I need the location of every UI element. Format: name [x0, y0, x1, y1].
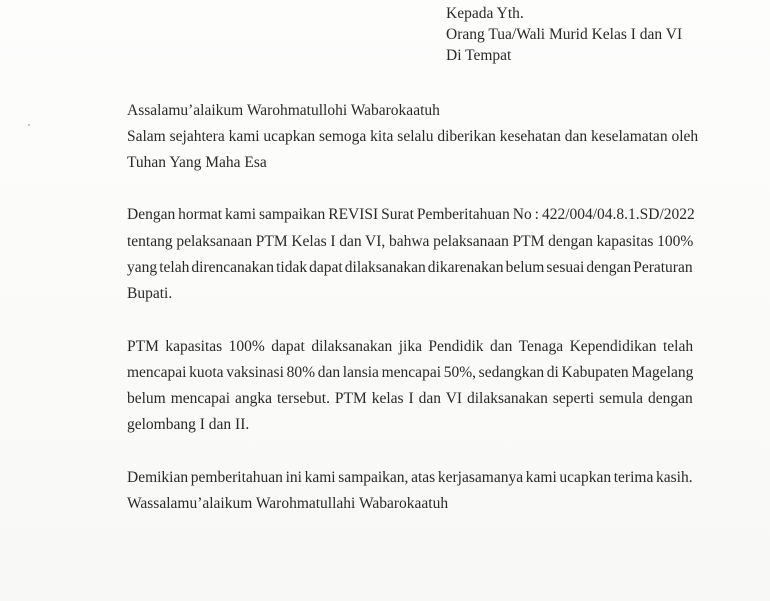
paragraph2-line-3: belum mencapai angka tersebut. PTM kelas I dan VI dilaksanakan seperti semula dengan: [127, 390, 693, 407]
recipient-line-1: Kepada Yth.: [446, 5, 524, 22]
paragraph1-line-1: Dengan hormat kami sampaikan REVISI Surat Pemberitahuan No : 422/004/04.8.1.SD/2022: [127, 206, 695, 223]
closing-line-1: Demikian pemberitahuan ini kami sampaikan, atas kerjasamanya kami ucapkan terima kasih.: [127, 469, 693, 486]
greeting-wish-line-2: Tuhan Yang Maha Esa: [127, 154, 267, 171]
greeting-wish-line-1: Salam sejahtera kami ucapkan semoga kita selalu diberikan kesehatan dan keselamatan oleh: [127, 128, 699, 145]
paragraph2-line-4: gelombang I dan II.: [127, 416, 250, 433]
paragraph1-line-4: Bupati.: [127, 285, 173, 302]
recipient-line-2: Orang Tua/Wali Murid Kelas I dan VI: [446, 26, 683, 43]
recipient-line-3: Di Tempat: [446, 47, 512, 64]
paragraph1-line-3: yang telah direncanakan tidak dapat dilaksanakan dikarenakan belum sesuai dengan Peraturan: [127, 259, 693, 276]
paragraph2-line-2: mencapai kuota vaksinasi 80% dan lansia mencapai 50%, sedangkan di Kabupaten Magelang: [127, 364, 694, 381]
closing-line-2: Wassalamu’alaikum Warohmatullahi Wabarokaatuh: [127, 495, 449, 512]
paragraph1-line-2: tentang pelaksanaan PTM Kelas I dan VI, bahwa pelaksanaan PTM dengan kapasitas 100%: [127, 233, 694, 250]
paragraph2-line-1: PTM kapasitas 100% dapat dilaksanakan jika Pendidik dan Tenaga Kependidikan telah: [127, 338, 694, 355]
scan-speck: [28, 124, 30, 126]
salutation: Assalamu’alaikum Warohmatullohi Wabarokaatuh: [127, 102, 440, 119]
